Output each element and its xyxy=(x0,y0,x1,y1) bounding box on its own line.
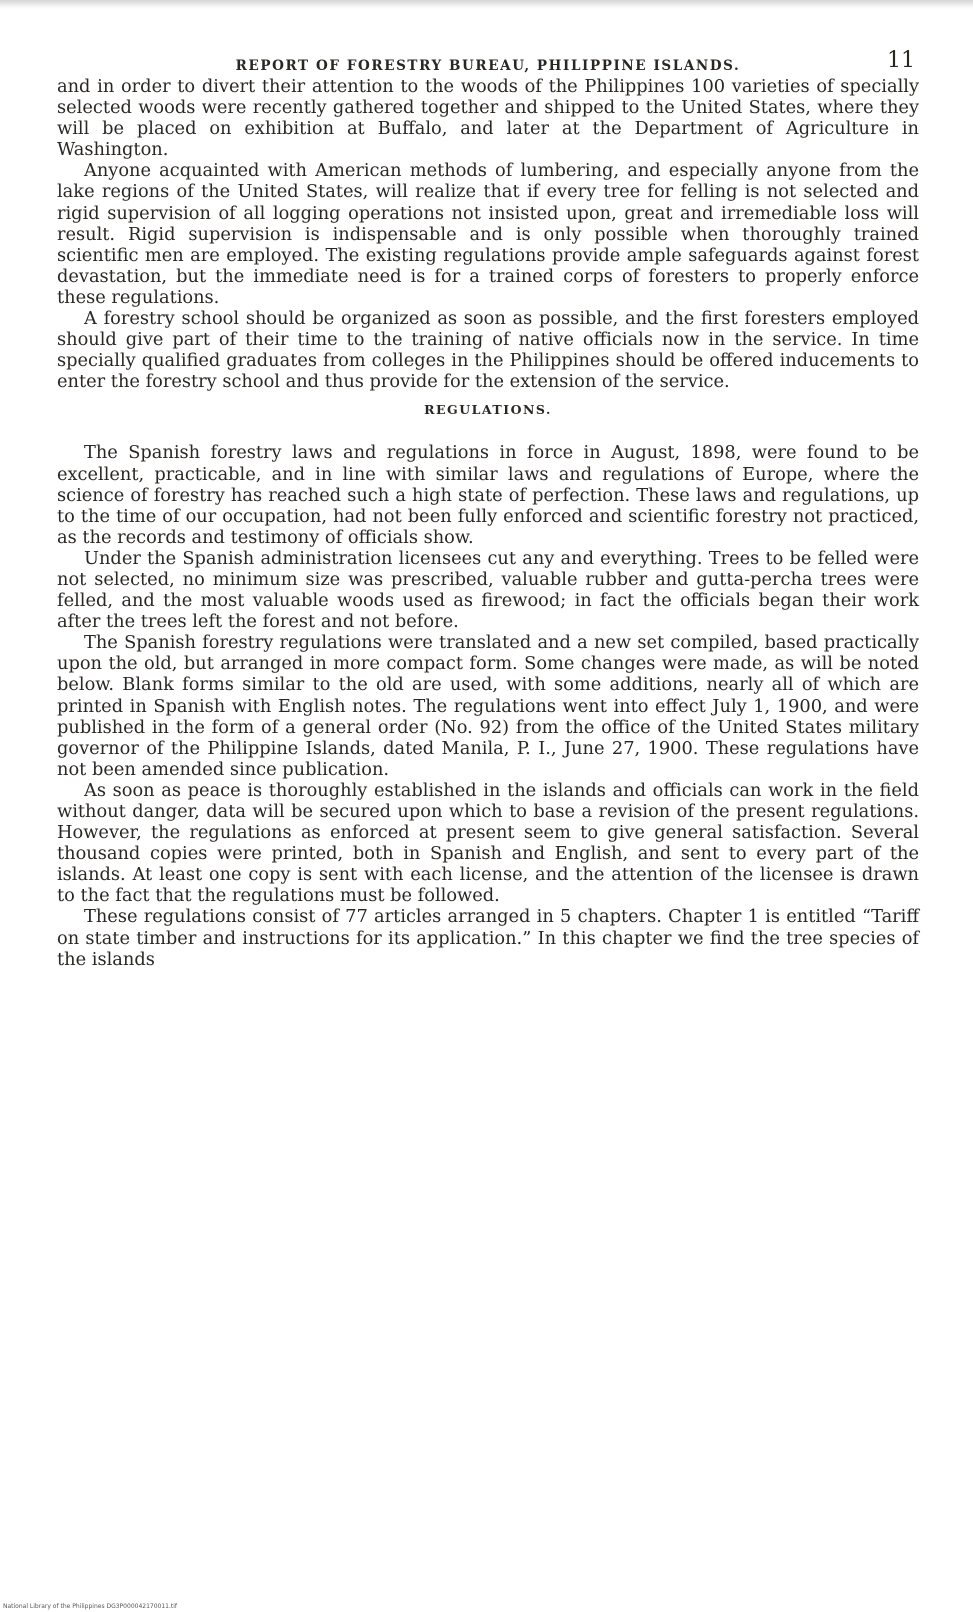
paragraph-regulations-translated: The Spanish forestry regulations were translated and a new set compiled, based practically upon the old, but arranged in more compact form. Some changes were made, as will be noted below. Blank forms similar to the old are used, with some additions, nearly all of which are printed in Spanish with English notes. The regulations went into effect July 1, 1900, and were published in the form of a general order (No. 92) from the office of the United States military governor of the Philippine Islands, dated Manila, P. I., June 27, 1900. These regulations have not been amended since publication. xyxy=(57,632,919,780)
document-page xyxy=(57,28,919,970)
paragraph-forestry-school: A forestry school should be organized as soon as possible, and the first foresters employed should give part of their time to the training of native officials now in the service. In time specially qualified graduates from colleges in the Philippines should be offered inducements to enter the forestry school and thus provide for the extension of the service. xyxy=(57,308,919,393)
section-heading-regulations: REGULATIONS. xyxy=(424,402,552,418)
paragraph-revision-plans: As soon as peace is thoroughly established in the islands and officials can work in the field without danger, data will be secured upon which to base a revision of the present regulations. However, the regulations as enforced at present seem to give general satisfaction. Several thousand copies were printed, both in Spanish and English, and sent to every part of the islands. At least one copy is sent with each license, and the attention of the licensee is drawn to the fact that the regulations must be followed. xyxy=(57,779,919,907)
paragraph-continuation: and in order to divert their attention to the woods of the Philippines 100 varieties of specially selected woods were recently gathered together and shipped to the United States, where they will be placed on exhibition at Buffalo, and later at the Department of Agriculture in Washington. xyxy=(57,76,919,161)
scan-credit-line: National Library of the Philippines DG3P000042170011.tif xyxy=(3,1603,178,1610)
paragraph-spanish-laws: The Spanish forestry laws and regulations in force in August, 1898, were found to be excellent, practicable, and in line with similar laws and regulations of Europe, where the science of forestry has reached such a high state of perfection. These laws and regulations, up to the time of our occupation, had not been fully enforced and scientific forestry not practiced, as the records and testimony of officials show. xyxy=(57,442,919,548)
running-head-title: REPORT OF FORESTRY BUREAU, PHILIPPINE ISLANDS. xyxy=(235,58,741,74)
scan-top-edge xyxy=(0,0,973,9)
running-head xyxy=(57,28,919,76)
paragraph-lumbering-supervision: Anyone acquainted with American methods of lumbering, and especially anyone from the lake regions of the United States, will realize that if every tree for felling is not selected and rigid supervision of all logging operations not insisted upon, great and irremediable loss will result. Rigid supervision is indispensable and is only possible when thoroughly trained scientific men are employed. The existing regulations provide ample safeguards against forest devastation, but the immediate need is for a trained corps of foresters to properly enforce these regulations. xyxy=(57,160,919,308)
paragraph-spanish-administration: Under the Spanish administration licensees cut any and everything. Trees to be felled were not selected, no minimum size was prescribed, valuable rubber and gutta-percha trees were felled, and the most valuable woods used as firewood; in fact the officials began their work after the trees left the forest and not before. xyxy=(57,547,919,633)
page-number: 11 xyxy=(887,48,915,73)
paragraph-regulation-articles: These regulations consist of 77 articles arranged in 5 chapters. Chapter 1 is entitled “Tariff on state timber and instructions for its application.” In this chapter we find the tree species of the islands xyxy=(57,906,919,970)
